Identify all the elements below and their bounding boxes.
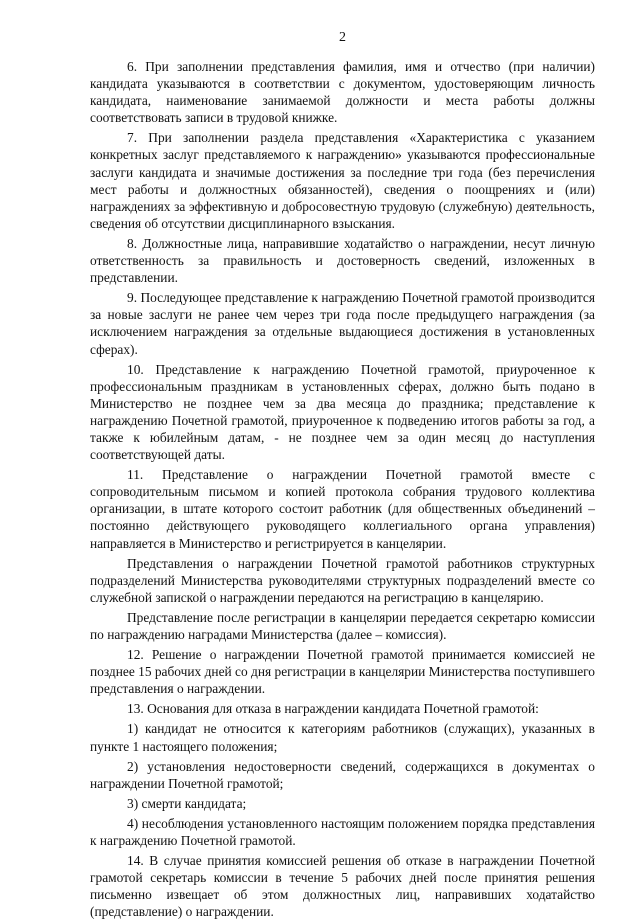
- paragraph-6: 6. При заполнении представления фамилия, имя и отчество (при наличии) кандидата указываются в соответствии с документом, удостоверяющим личность кандидата, наименование занимаемой должности и места работы должны соответствовать записи в трудовой книжке.: [90, 59, 595, 126]
- paragraph-11-registration: Представление после регистрации в канцелярии передается секретарю комиссии по награждению наградами Министерства (далее – комиссия).: [90, 609, 595, 642]
- paragraph-11-structural-units: Представления о награждении Почетной грамотой работников структурных подразделений Министерства руководителями структурных подразделений вместе со служебной запиской о награждении передаются на регистрацию в канцелярию.: [90, 555, 595, 605]
- paragraph-9: 9. Последующее представление к награждению Почетной грамотой производится за новые заслуги не ранее чем через три года после предыдущего награждения (за исключением награждения за отдельные выдающиеся достижения в установленных сферах).: [90, 290, 595, 357]
- paragraph-7: 7. При заполнении раздела представления «Характеристика с указанием конкретных заслуг представляемого к награждению» указываются профессиональные заслуги кандидата и значимые достижения за последние три года (без перечисления мест работы и должностных обязанностей), сведения о поощрениях и (или) награждениях за эффективную и добросовестную трудовую (служебную) деятельность, сведения об отсутствии дисциплинарного взыскания.: [90, 130, 595, 231]
- paragraph-10: 10. Представление к награждению Почетной грамотой, приуроченное к профессиональным праздникам в установленных сферах, должно быть подано в Министерство не позднее чем за два месяца до праздника; представление к награждению Почетной грамотой, приуроченное к подведению итогов работы за год, а также к юбилейным датам, - не позднее чем за один месяц до наступления соответствующей даты.: [90, 361, 595, 463]
- paragraph-11: 11. Представление о награждении Почетной грамотой вместе с сопроводительным письмом и копией протокола собрания трудового коллектива организации, в штате которого состоит работник (для общественных объединений – постоянно действующего руководящего коллегиального органа управления) направляется в Министерство и регистрируется в канцелярии.: [90, 467, 595, 551]
- document-page: [90, 30, 595, 924]
- paragraph-13: 13. Основания для отказа в награждении кандидата Почетной грамотой:: [127, 701, 539, 717]
- paragraph-8: 8. Должностные лица, направившие ходатайство о награждении, несут личную ответственность за правильность и достоверность сведений, изложенных в представлении.: [90, 235, 595, 286]
- paragraph-13-item-2: 2) установления недостоверности сведений, содержащихся в документах о награждении Почетной грамотой;: [90, 758, 595, 791]
- page-number: 2: [339, 30, 346, 45]
- paragraph-13-item-1: 1) кандидат не относится к категориям работников (служащих), указанных в пункте 1 настоящего положения;: [90, 721, 595, 754]
- paragraph-13-item-3: 3) смерти кандидата;: [127, 795, 247, 811]
- paragraph-12: 12. Решение о награждении Почетной грамотой принимается комиссией не позднее 15 рабочих дней со дня регистрации в канцелярии Министерства поступившего представления о награждении.: [90, 647, 596, 697]
- paragraph-14: 14. В случае принятия комиссией решения об отказе в награждении Почетной грамотой секретарь комиссии в течение 5 рабочих дней после принятия решения письменно извещает об этом должностных лиц, направивших ходатайство (представление) о награждении.: [90, 853, 595, 920]
- paragraph-13-item-4: 4) несоблюдения установленного настоящим положением порядка представления к награждению Почетной грамотой.: [90, 815, 595, 849]
